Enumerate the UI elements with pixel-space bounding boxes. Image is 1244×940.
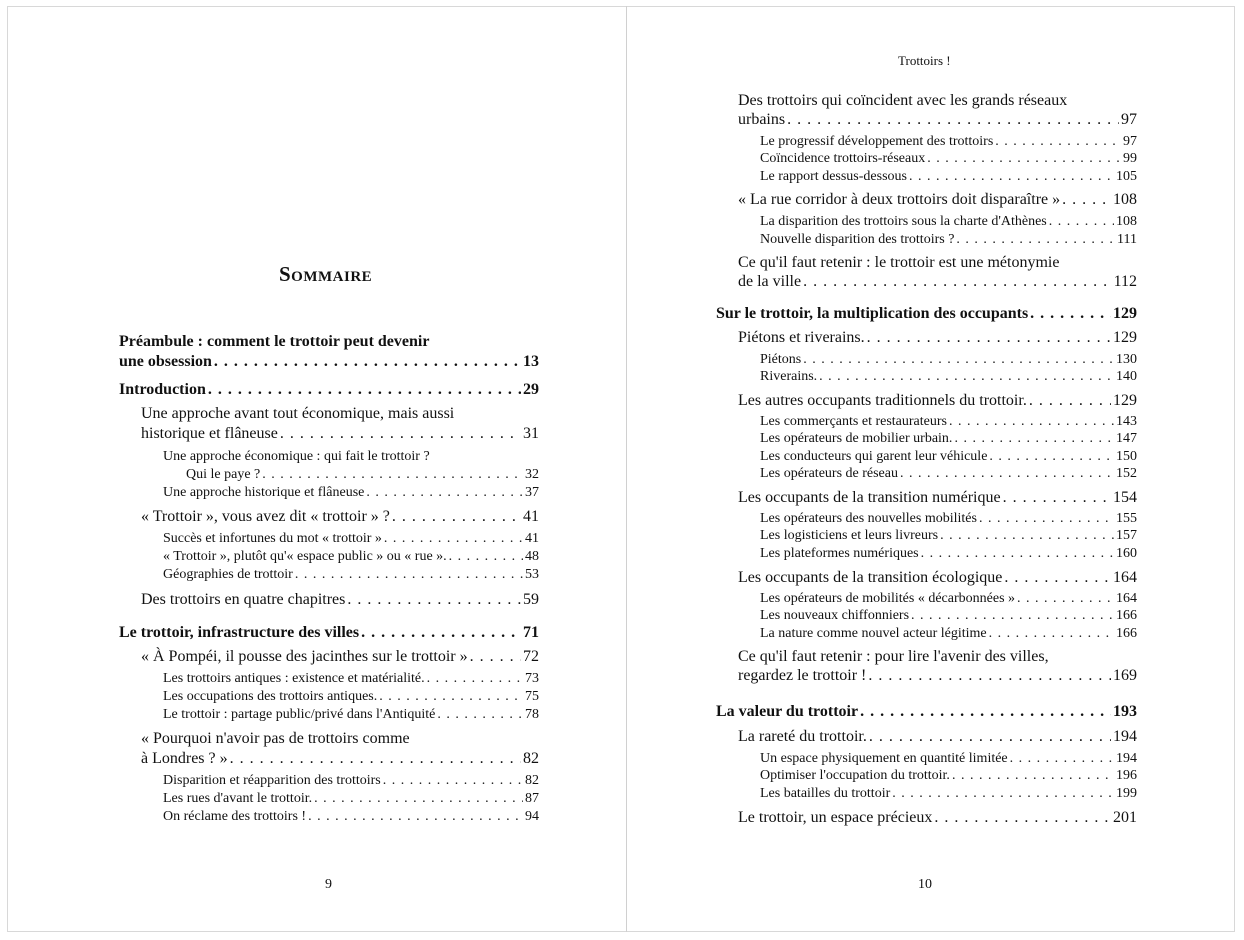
toc-entry-title: Le trottoir, infrastructure des villes [119,624,360,641]
toc-entry [141,425,539,443]
toc-page-number: 199 [1116,786,1137,801]
toc-page-number: 41 [523,508,539,525]
toc-entry [738,191,1137,209]
toc-page-number: 13 [523,353,539,370]
toc-entry-title: Piétons [760,352,802,367]
toc-entry [760,768,1137,784]
toc-entry-title: Nouvelle disparition des trottoirs ? [760,232,955,247]
toc-entry-title: « À Pompéi, il pousse des jacinthes sur le trottoir » [141,648,468,665]
toc-entry-title: Les opérateurs des nouvelles mobilités [760,511,977,526]
dot-leader [989,626,1114,642]
toc-entry-title: Le trottoir : partage public/privé dans l'Antiquité [163,707,436,722]
toc-page-number: 129 [1113,329,1137,346]
toc-entry-title: Les opérateurs de mobilier urbain. [760,431,953,446]
toc-entry [163,549,539,565]
toc-entry [760,751,1137,767]
dot-leader [1029,392,1111,410]
toc-page-number: 71 [523,624,539,641]
toc-entry [119,381,539,399]
dot-leader [954,431,1114,447]
dot-leader [900,466,1114,482]
toc-page-number: 59 [523,591,539,608]
toc-entry [738,489,1137,507]
toc-entry-title: La rareté du trottoir. [738,728,867,745]
toc-entry-title: Les occupations des trottoirs antiques. [163,689,378,704]
toc-entry [760,431,1137,447]
toc-page-number: 201 [1113,809,1137,826]
toc-page-number: 152 [1116,466,1137,481]
toc-page-number: 41 [525,531,539,546]
dot-leader [995,134,1121,150]
page-title: Sommaire [279,262,373,286]
dot-leader [314,791,523,807]
toc-page-number: 194 [1116,751,1137,766]
toc-entry [760,546,1137,562]
toc-entry-title: à Londres ? » [141,750,228,767]
toc-entry [738,569,1137,587]
toc-page-number: 154 [1113,489,1137,506]
dot-leader [347,591,521,609]
toc-entry [163,531,539,547]
toc-entry-title: historique et flâneuse [141,425,278,442]
dot-leader [860,703,1111,721]
toc-page-number: 37 [525,485,539,500]
toc-entry [738,111,1137,129]
dot-leader [909,169,1114,185]
dot-leader [1049,214,1114,230]
dot-leader [934,809,1111,827]
dot-leader [366,485,523,501]
toc-page-number: 48 [525,549,539,564]
page-number: 9 [325,877,332,892]
toc-entry [163,707,539,723]
toc-entry-title: Les occupants de la transition écologique [738,569,1003,586]
toc-entry-title: Une approche historique et flâneuse [163,485,365,500]
toc-page-number: 108 [1113,191,1137,208]
toc-entry-title: Riverains. [760,369,818,384]
dot-leader [383,773,523,789]
toc-page-number: 147 [1116,431,1137,446]
toc-entry [760,232,1137,248]
toc-page-number: 169 [1113,667,1137,684]
toc-entry-title: Les logisticiens et leurs livreurs [760,528,939,543]
toc-entry [716,703,1137,721]
toc-page-number: 130 [1116,352,1137,367]
dot-leader [927,151,1121,167]
toc-page-number: 29 [523,381,539,398]
page-number: 10 [918,877,932,892]
dot-leader [1030,305,1111,323]
toc-page-number: 143 [1116,414,1137,429]
toc-entry-title: Optimiser l'occupation du trottoir. [760,768,950,783]
dot-leader [208,381,521,399]
toc-page-number: 164 [1113,569,1137,586]
toc-page-number: 82 [525,773,539,788]
toc-entry-title: Les nouveaux chiffonniers [760,608,910,623]
toc-entry [760,352,1137,368]
toc-entry-line: Ce qu'il faut retenir : le trottoir est une métonymie [738,254,1060,271]
toc-entry-title: Sur le trottoir, la multiplication des occupants [716,305,1029,322]
toc-entry [119,624,539,642]
dot-leader [427,671,523,687]
toc-entry-title: « La rue corridor à deux trottoirs doit disparaître » [738,191,1061,208]
toc-entry-title: Le progressif développement des trottoirs [760,134,994,149]
toc-entry-title: Les opérateurs de mobilités « décarbonnées » [760,591,1016,606]
dot-leader [295,567,523,583]
toc-entry [760,528,1137,544]
toc-entry [760,626,1137,642]
dot-leader [952,768,1114,784]
toc-entry-title: Les batailles du trottoir [760,786,891,801]
toc-entry [760,414,1137,430]
dot-leader [470,648,521,666]
toc-entry [760,169,1137,185]
toc-page-number: 150 [1116,449,1137,464]
dot-leader [449,549,523,565]
dot-leader [803,273,1112,291]
toc-entry [141,750,539,768]
dot-leader [379,689,523,705]
toc-entry-title: Les trottoirs antiques : existence et matérialité. [163,671,425,686]
dot-leader [869,728,1111,746]
dot-leader [230,750,521,768]
toc-entry [163,567,539,583]
toc-entry [141,648,539,666]
dot-leader [308,809,523,825]
toc-entry-title: de la ville [738,273,802,290]
toc-entry [163,689,539,705]
dot-leader [1004,569,1111,587]
toc-entry-line: « Pourquoi n'avoir pas de trottoirs comme [141,730,410,747]
toc-page-number: 73 [525,671,539,686]
toc-page-number: 166 [1116,626,1137,641]
toc-entry [760,511,1137,527]
toc-entry [760,608,1137,624]
dot-leader [437,707,523,723]
book-gutter [626,6,627,932]
toc-entry-title: Les conducteurs qui garent leur véhicule [760,449,988,464]
toc-entry-title: Coïncidence trottoirs-réseaux [760,151,926,166]
toc-page-number: 31 [523,425,539,442]
toc-page-number: 94 [525,809,539,824]
toc-entry-title: La nature comme nouvel acteur légitime [760,626,987,641]
toc-entry-title: Le trottoir, un espace précieux [738,809,933,826]
toc-entry-title: Le rapport dessus-dessous [760,169,907,184]
toc-entry [141,591,539,609]
dot-leader [262,467,523,483]
toc-entry [163,791,539,807]
toc-entry-title: Les plateformes numériques [760,546,919,561]
toc-entry [760,151,1137,167]
toc-page-number: 87 [525,791,539,806]
toc-entry-title: Disparition et réapparition des trottoirs [163,773,381,788]
dot-leader [892,786,1114,802]
toc-entry [760,786,1137,802]
toc-entry-line: Des trottoirs qui coïncident avec les grands réseaux [738,92,1068,109]
dot-leader [867,329,1111,347]
toc-page-number: 97 [1123,134,1137,149]
dot-leader [949,414,1114,430]
toc-entry [716,305,1137,323]
dot-leader [1062,191,1111,209]
toc-entry [760,591,1137,607]
dot-leader [989,449,1114,465]
toc-entry-line: Une approche avant tout économique, mais aussi [141,405,455,422]
toc-entry-title: « Trottoir », plutôt qu'« espace public » ou « rue ». [163,549,447,564]
toc-entry [163,809,539,825]
dot-leader [1017,591,1114,607]
toc-entry-title: Piétons et riverains. [738,329,865,346]
toc-entry-title: Les autres occupants traditionnels du trottoir. [738,392,1027,409]
toc-page-number: 166 [1116,608,1137,623]
toc-entry [738,329,1137,347]
toc-entry [186,467,539,483]
toc-entry-title: On réclame des trottoirs ! [163,809,307,824]
toc-entry [163,671,539,687]
toc-page-number: 155 [1116,511,1137,526]
toc-entry [119,353,539,371]
toc-entry-title: regardez le trottoir ! [738,667,867,684]
toc-entry [163,773,539,789]
toc-entry-title: Les opérateurs de réseau [760,466,898,481]
toc-page-number: 193 [1113,703,1137,720]
toc-entry-title: Géographies de trottoir [163,567,293,582]
toc-page-number: 32 [525,467,539,482]
toc-entry-title: Introduction [119,381,206,398]
toc-entry [760,214,1137,230]
toc-entry-title: La disparition des trottoirs sous la charte d'Athènes [760,214,1047,229]
toc-entry [760,466,1137,482]
toc-entry-title: Les rues d'avant le trottoir. [163,791,313,806]
dot-leader [361,624,521,642]
dot-leader [214,353,521,371]
toc-entry-line: Ce qu'il faut retenir : pour lire l'avenir des villes, [738,648,1049,665]
toc-entry-line: Une approche économique : qui fait le trottoir ? [163,449,430,464]
toc-page-number: 75 [525,689,539,704]
toc-entry [163,485,539,501]
toc-entry-title: Qui le paye ? [186,467,261,482]
toc-page-number: 157 [1116,528,1137,543]
toc-page-number: 105 [1116,169,1137,184]
toc-entry-title: Succès et infortunes du mot « trottoir » [163,531,382,546]
toc-entry [141,508,539,526]
toc-page-number: 111 [1117,232,1137,247]
toc-entry [738,667,1137,685]
dot-leader [384,531,523,547]
dot-leader [819,369,1114,385]
dot-leader [280,425,521,443]
toc-entry [738,809,1137,827]
dot-leader [803,352,1114,368]
toc-page-number: 129 [1113,392,1137,409]
toc-entry-title: La valeur du trottoir [716,703,859,720]
running-head: Trottoirs ! [898,53,951,68]
toc-entry [760,369,1137,385]
toc-entry-title: une obsession [119,353,212,370]
toc-page-number: 82 [523,750,539,767]
toc-page-number: 160 [1116,546,1137,561]
dot-leader [911,608,1114,624]
toc-page-number: 196 [1116,768,1137,783]
dot-leader [921,546,1114,562]
toc-page-number: 72 [523,648,539,665]
toc-page-number: 164 [1116,591,1137,606]
dot-leader [956,232,1115,248]
toc-page-number: 78 [525,707,539,722]
toc-entry-title: Les occupants de la transition numérique [738,489,1001,506]
toc-page-number: 194 [1113,728,1137,745]
toc-page-number: 129 [1113,305,1137,322]
toc-entry-title: Les commerçants et restaurateurs [760,414,947,429]
dot-leader [392,508,521,526]
toc-entry-title: urbains [738,111,786,128]
dot-leader [940,528,1114,544]
toc-page-number: 97 [1121,111,1137,128]
toc-entry [738,728,1137,746]
toc-entry-title: Des trottoirs en quatre chapitres [141,591,346,608]
dot-leader [1003,489,1111,507]
toc-entry [738,392,1137,410]
toc-page-number: 112 [1113,273,1137,290]
toc-entry-title: « Trottoir », vous avez dit « trottoir » ? [141,508,390,525]
dot-leader [868,667,1111,685]
dot-leader [979,511,1114,527]
toc-entry [760,134,1137,150]
toc-page-number: 99 [1123,151,1137,166]
toc-entry-title: Un espace physiquement en quantité limitée [760,751,1008,766]
toc-entry [760,449,1137,465]
toc-entry-line: Préambule : comment le trottoir peut devenir [119,333,430,350]
toc-page-number: 53 [525,567,539,582]
toc-entry [738,273,1137,291]
dot-leader [1010,751,1114,767]
dot-leader [787,111,1119,129]
toc-page-number: 108 [1116,214,1137,229]
toc-page-number: 140 [1116,369,1137,384]
